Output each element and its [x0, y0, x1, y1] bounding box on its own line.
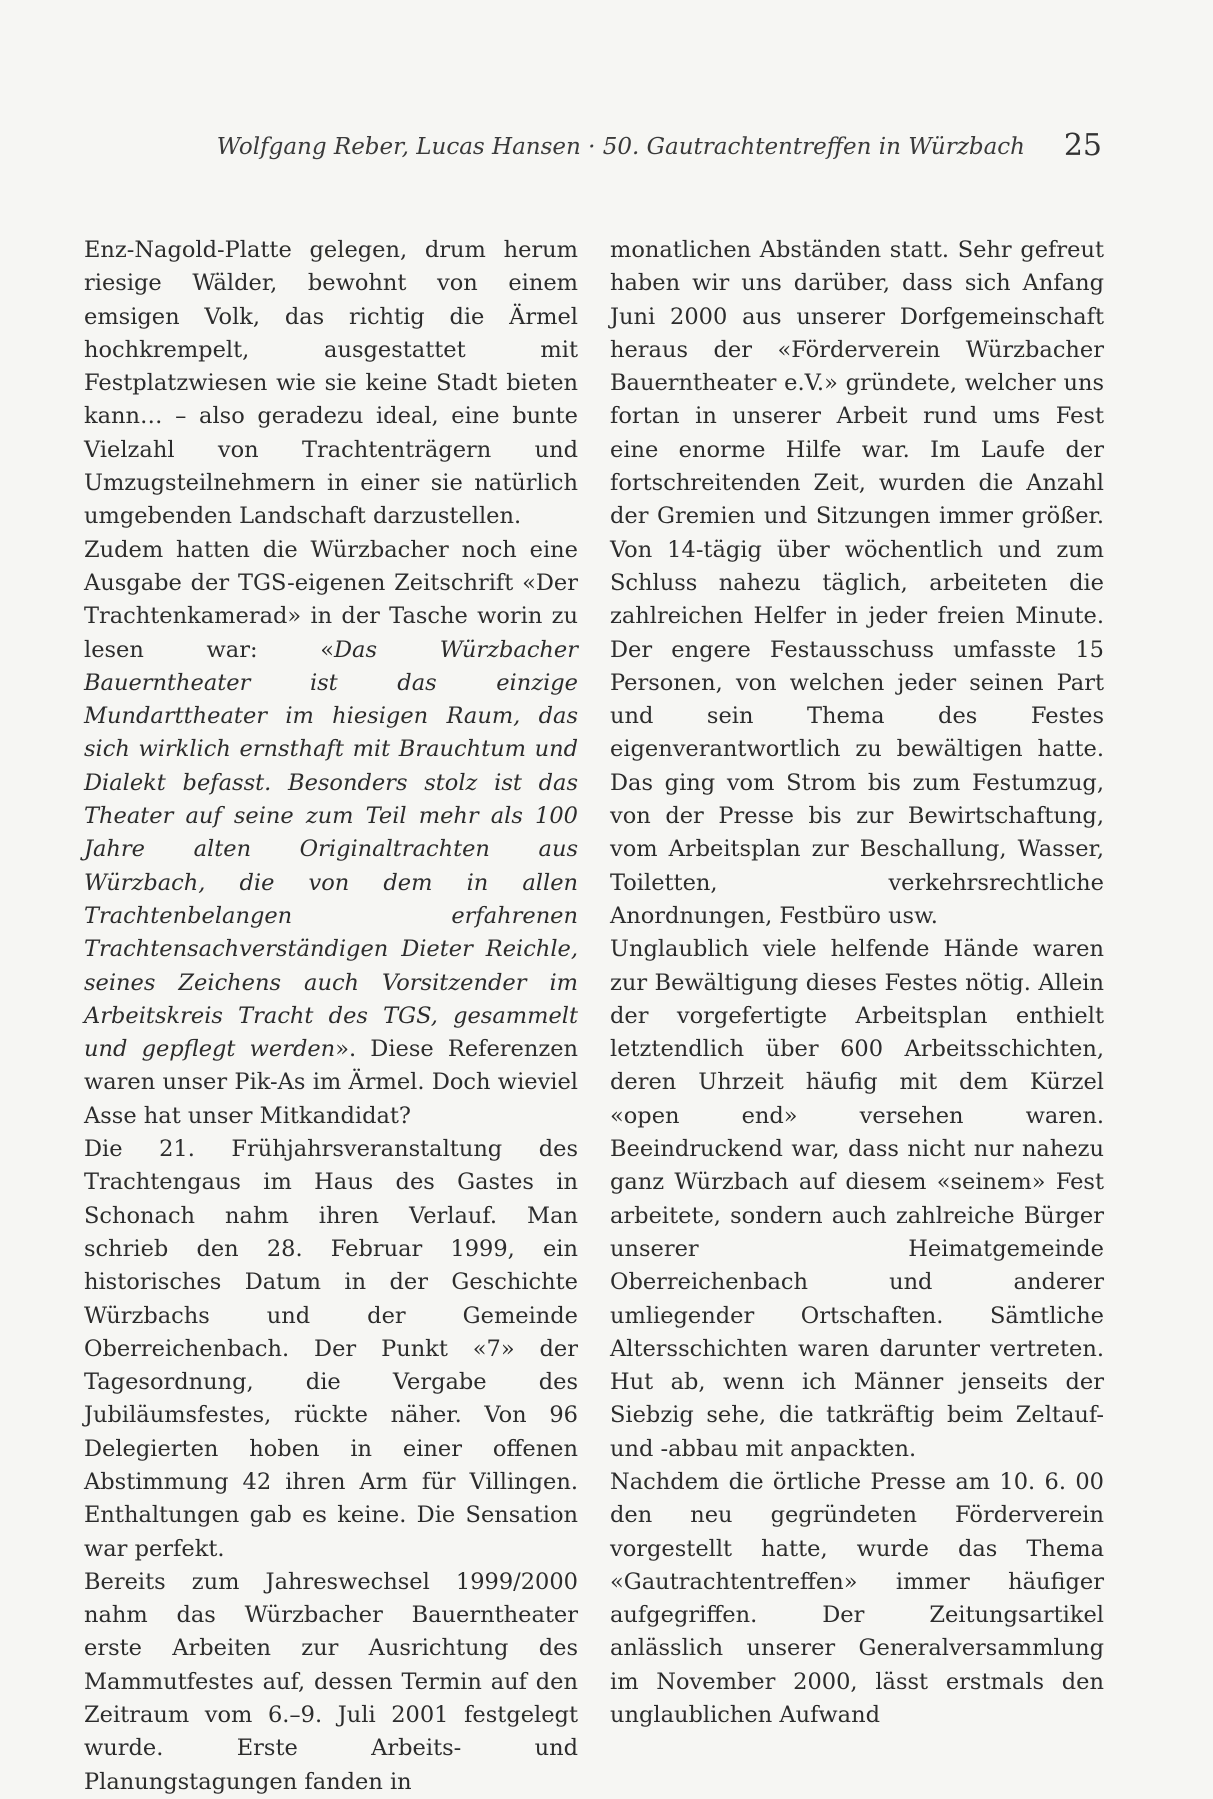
quote-outro: ». Diese Referenzen waren unser Pik-As im Ärmel. Doch wieviel Asse hat unser Mitkandidat?	[84, 1036, 578, 1129]
left-column	[84, 234, 578, 1799]
paragraph: Die 21. Frühjahrsveranstaltung des Trachtengaus im Haus des Gastes in Schonach nahm ihren Verlauf. Man schrieb den 28. Februar 1999, ein historisches Datum in der Geschichte Würzbachs und der Gemeinde Oberreichenbach. Der Punkt «7» der Tagesordnung, die Vergabe des Jubiläumsfestes, rückte näher. Von 96 Delegierten hoben in einer offenen Abstimmung 42 ihren Arm für Villingen. Enthaltungen gab es keine. Die Sensation war perfekt.	[84, 1136, 578, 1562]
right-column	[610, 234, 1104, 1732]
paragraph: Bereits zum Jahreswechsel 1999/2000 nahm das Würzbacher Bauerntheater erste Arbeiten zur Ausrichtung des Mammutfestes auf, dessen Termin auf den Zeitraum vom 6.–9. Juli 2001 festgelegt wurde. Erste Arbeits- und Planungstagungen fanden in	[84, 1568, 578, 1795]
paragraph: monatlichen Abständen statt. Sehr gefreut haben wir uns darüber, dass sich Anfang Juni 2000 aus unserer Dorfgemeinschaft heraus der «Förderverein Würzbacher Bauerntheater e.V.» gründete, welcher uns fortan in unserer Arbeit rund ums Fest eine enorme Hilfe war. Im Laufe der fortschreitenden Zeit, wurden die Anzahl der Gremien und Sitzungen immer größer. Von 14-tägig über wöchentlich und zum Schluss nahezu täglich, arbeiteten die zahlreichen Helfer in jeder freien Minute. Der engere Festausschuss umfasste 15 Personen, von welchen jeder seinen Part und sein Thema des Festes eigenverantwortlich zu bewältigen hatte. Das ging vom Strom bis zum Festumzug, von der Presse bis zur Bewirtschaftung, vom Arbeitsplan zur Beschallung, Wasser, Toiletten, verkehrsrechtliche Anordnungen, Festbüro usw.	[610, 237, 1104, 929]
running-header	[0, 128, 1213, 168]
paragraph: Enz-Nagold-Platte gelegen, drum herum riesige Wälder, bewohnt von einem emsigen Volk, das richtig die Ärmel hochkrempelt, ausgestattet mit Festplatzwiesen wie sie keine Stadt bieten kann… – also geradezu ideal, eine bunte Vielzahl von Trachtenträgern und Umzugsteilnehmern in einer sie natürlich umgebenden Landschaft darzustellen.	[84, 237, 578, 530]
paragraph-with-quote	[84, 534, 578, 1133]
running-title: Wolfgang Reber, Lucas Hansen · 50. Gautrachtentreffen in Würzbach	[216, 134, 1025, 160]
paragraph: Nachdem die örtliche Presse am 10. 6. 00 den neu gegründeten Förderverein vorgestellt hatte, wurde das Thema «Gautrachtentreffen» immer häufiger aufgegriffen. Der Zeitungsartikel anlässlich unserer Generalversammlung im November 2000, lässt erstmals den unglaublichen Aufwand	[610, 1468, 1104, 1729]
page-number: 25	[1063, 128, 1102, 163]
quote-text: Das Würzbacher Bauerntheater ist das einzige Mundarttheater im hiesigen Raum, das sich wirklich ernsthaft mit Brauchtum und Dialekt befasst. Besonders stolz ist das Theater auf seine zum Teil mehr als 100 Jahre alten Originaltrachten aus Würzbach, die von dem in allen Trachtenbelangen erfahrenen Trachtensachverständigen Dieter Reichle, seines Zeichens auch Vorsitzender im Arbeitskreis Tracht des TGS, gesammelt und gepflegt werden	[84, 636, 578, 1063]
quote-intro: Zudem hatten die Würzbacher noch eine Ausgabe der TGS-eigenen Zeitschrift «Der Trachtenkamerad» in der Tasche worin zu lesen war: «	[84, 536, 578, 663]
paragraph: Unglaublich viele helfende Hände waren zur Bewältigung dieses Festes nötig. Allein der vorgefertigte Arbeitsplan enthielt letztendlich über 600 Arbeitsschichten, deren Uhrzeit häufig mit dem Kürzel «open end» versehen waren. Beeindruckend war, dass nicht nur nahezu ganz Würzbach auf diesem «seinem» Fest arbeitete, sondern auch zahlreiche Bürger unserer Heimatgemeinde Oberreichenbach und anderer umliegender Ortschaften. Sämtliche Altersschichten waren darunter vertreten. Hut ab, wenn ich Männer jenseits der Siebzig sehe, die tatkräftig beim Zeltauf- und -abbau mit anpackten.	[610, 936, 1104, 1462]
